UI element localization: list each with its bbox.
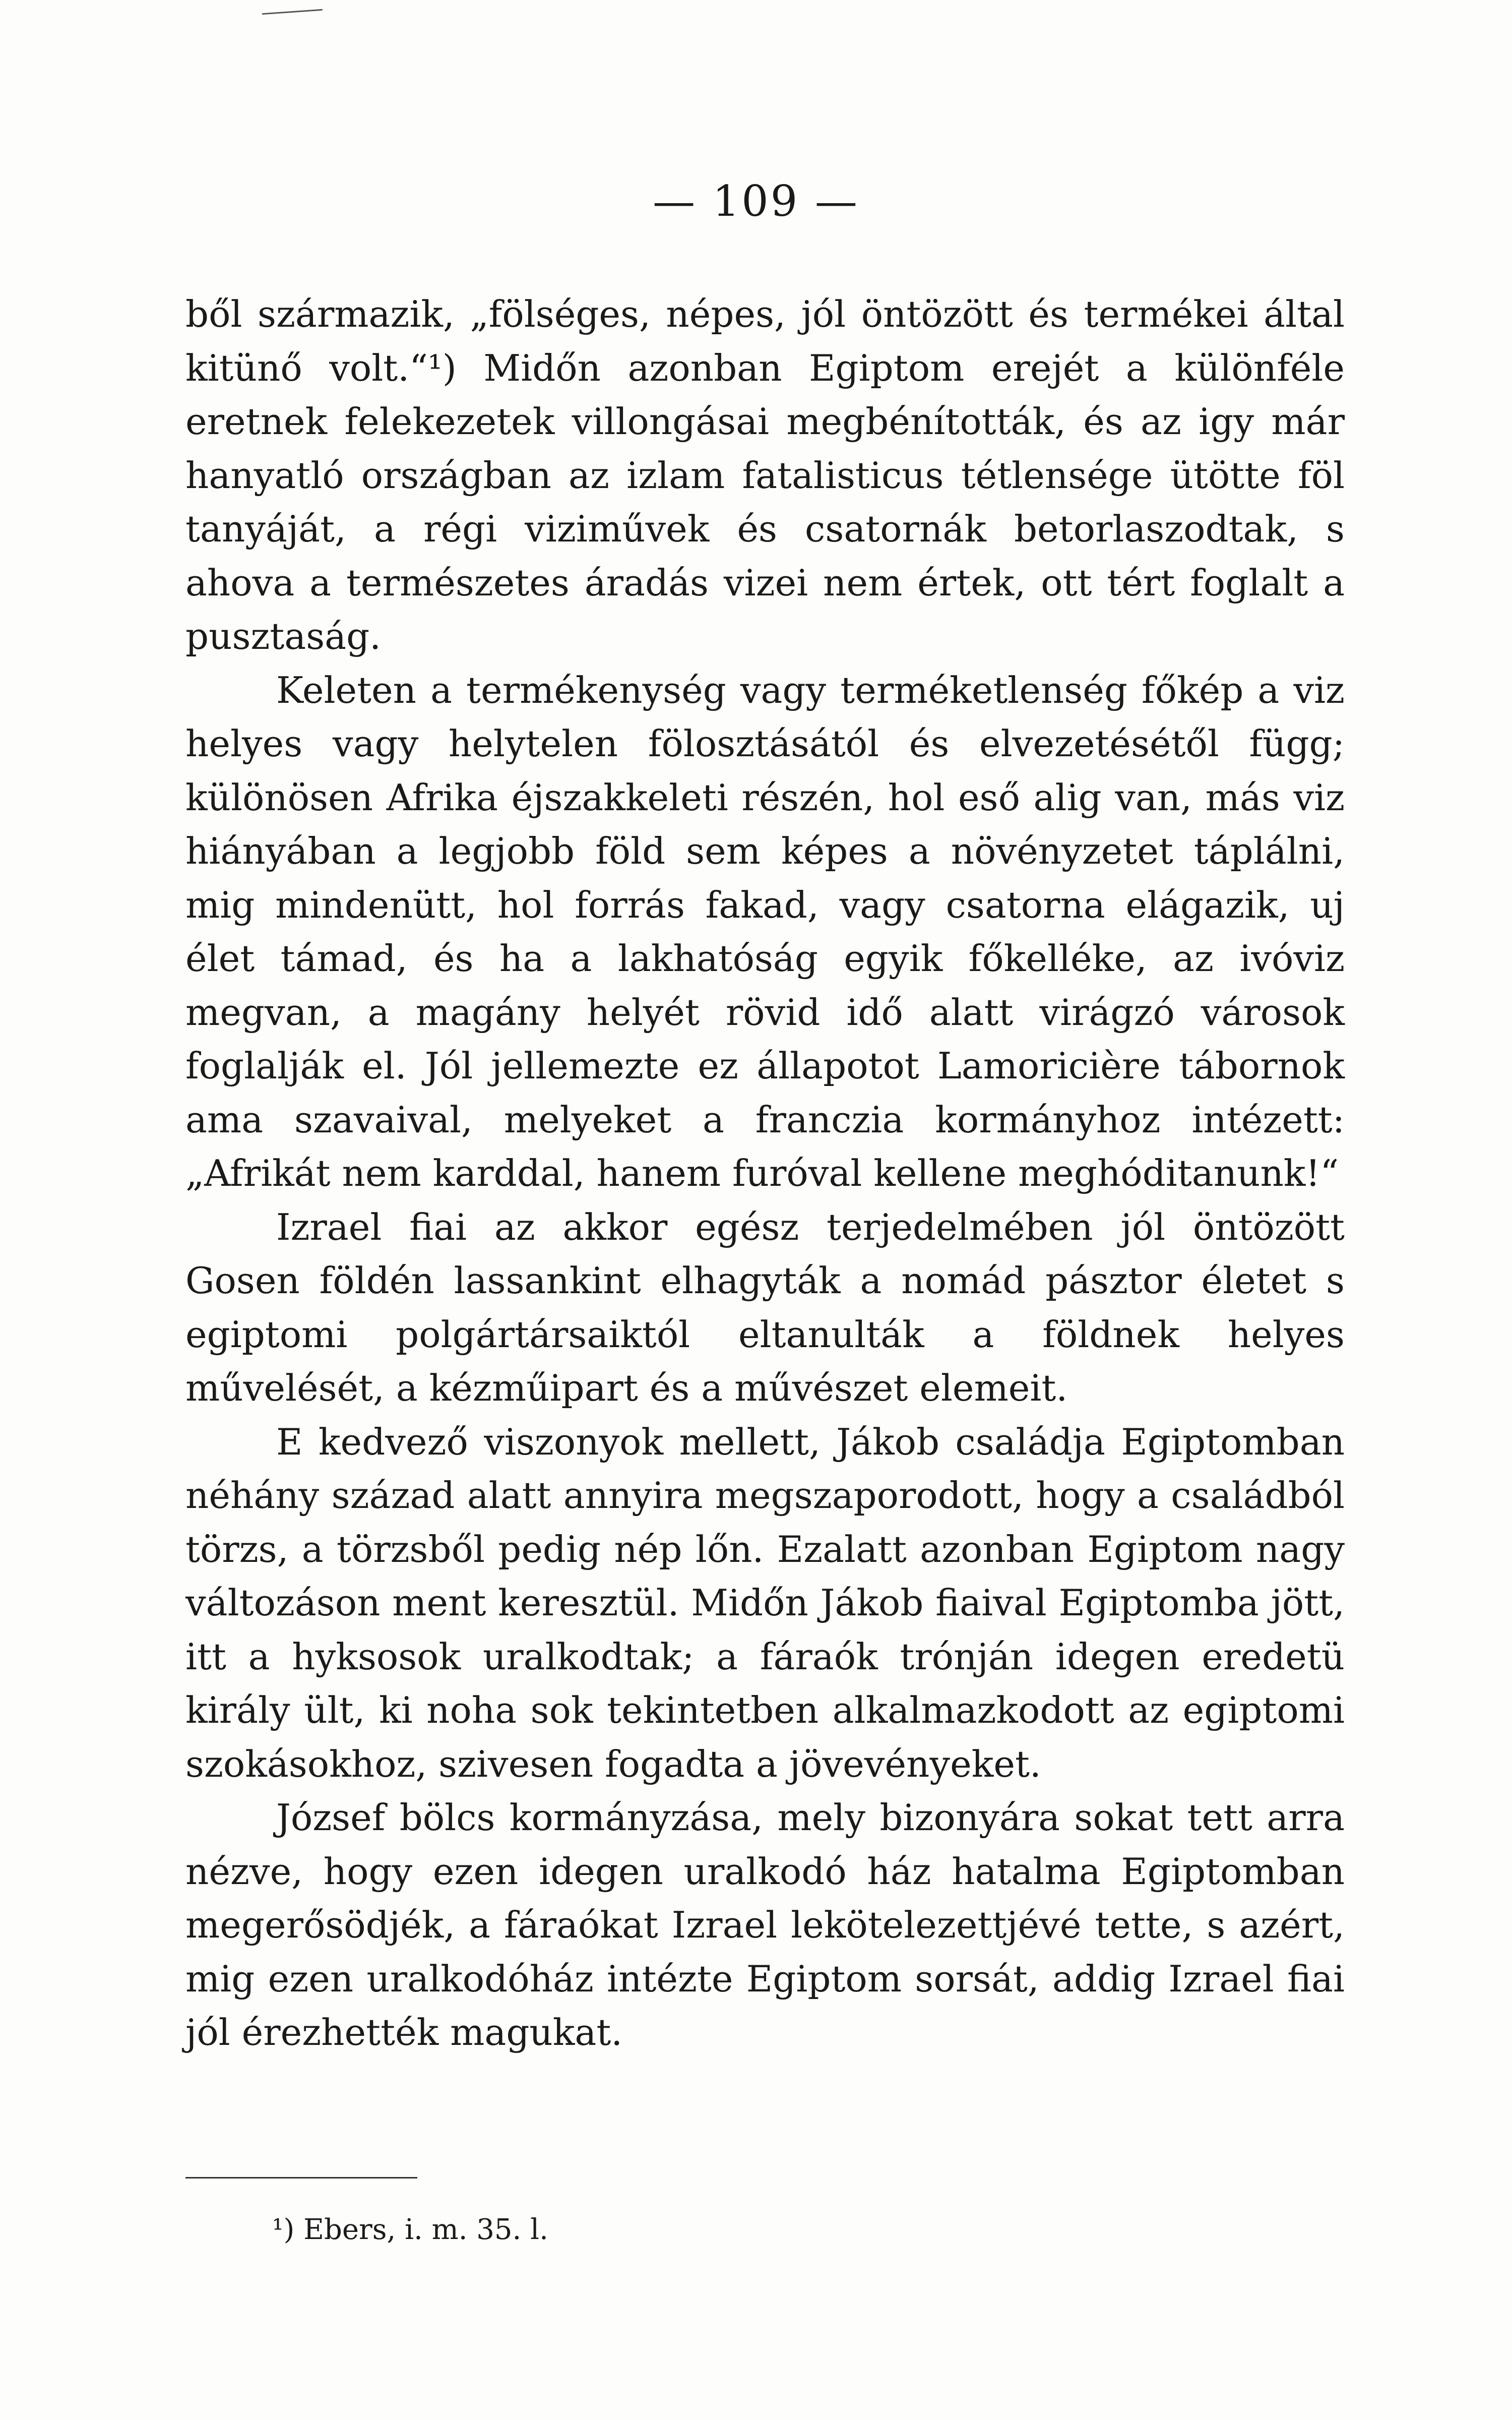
paragraph-4: E kedvező viszonyok mellett, Jákob családja Egiptomban néhány század alatt annyira megszaporodott, hogy a családból törzs, a törzsből pedig nép lőn. Ezalatt azonban Egiptom nagy változáson ment keresztül. Midőn Jákob fiaival Egiptomba jött, itt a hyksosok uralkodtak; a fáraók trónján idegen eredetü király ült, ki noha sok tekintetben alkalmazkodott az egiptomi szokásokhoz, szivesen fogadta a jövevényeket. (185, 1420, 1345, 1785)
footnote (272, 2212, 548, 2248)
body-text (185, 287, 1345, 2060)
footnote-text: Ebers, i. m. 35. l. (303, 2213, 548, 2246)
paragraph-2: Keleten a termékenység vagy terméketlenség főkép a viz helyes vagy helytelen fölosztásától és elvezetésétől függ; különösen Afrika éjszakkeleti részén, hol eső alig van, más viz hiányában a legjobb föld sem képes a növényzetet táplálni, mig mindenütt, hol forrás fakad, vagy csatorna elágazik, uj élet támad, és ha a lakhatóság egyik főkelléke, az ivóviz megvan, a magány helyét rövid idő alatt virágzó városok foglalják el. Jól jellemezte ez állapotot Lamoricière tábornok ama szavaival, melyeket a franczia kormányhoz intézett: „Afrikát nem karddal, hanem furóval kellene meghóditanunk!“ (185, 669, 1345, 1194)
footnote-marker: ¹) (272, 2213, 295, 2246)
page-number: — 109 — (653, 176, 859, 226)
corner-pencil-mark (262, 9, 323, 15)
paragraph-1: ből származik, „fölséges, népes, jól öntözött és termékei által kitünő volt.“¹) Midőn azonban Egiptom erejét a különféle eretnek felekezetek villongásai megbénították, és az igy már hanyatló országban az izlam fatalisticus tétlensége ütötte föl tanyáját, a régi viziművek és csatornák betorlaszodtak, s ahova a természetes áradás vizei nem értek, ott tért foglalt a pusztaság. (185, 293, 1345, 657)
footnote-divider (185, 2177, 417, 2179)
paragraph-5: József bölcs kormányzása, mely bizonyára sokat tett arra nézve, hogy ezen idegen uralkodó ház hatalma Egiptomban megerősödjék, a fáraókat Izrael lekötelezettjévé tette, s azért, mig ezen uralkodóház intézte Egiptom sorsát, addig Izrael fiai jól érezhették magukat. (185, 1796, 1345, 2053)
paragraph-3: Izrael fiai az akkor egész terjedelmében jól öntözött Gosen földén lassankint elhagyták a nomád pásztor életet s egiptomi polgártársaiktól eltanulták a földnek helyes művelését, a kézműipart és a művészet elemeit. (185, 1205, 1345, 1409)
